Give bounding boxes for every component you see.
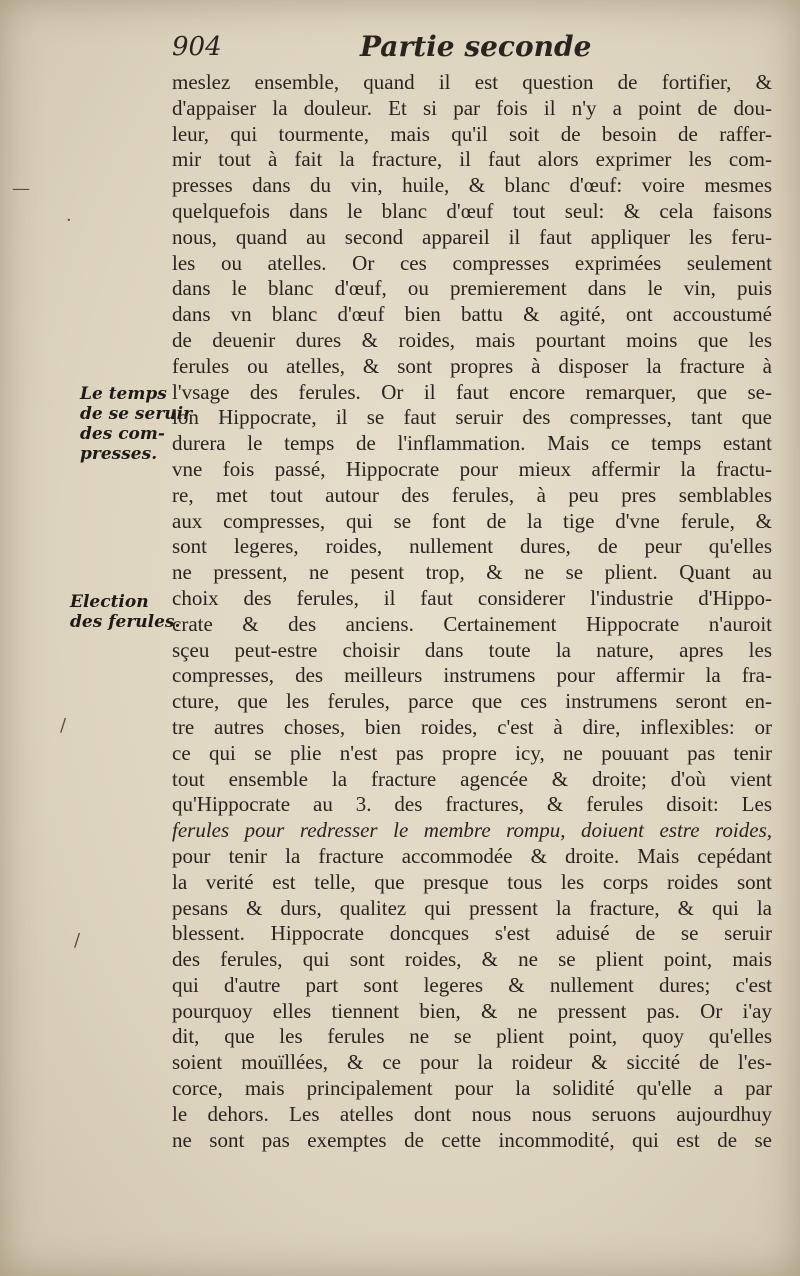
text-line: la verité est telle, que presque tous les corps roides sont [172,869,772,894]
text-line: ne pressent, ne pesent trop, & ne se plient. Quant au [172,560,772,585]
margin-note-election-ferules [70,592,180,632]
margin-note-line: Le temps [80,384,167,404]
margin-note-line: des com- [80,424,165,444]
page-header [170,28,770,72]
text-line: lon Hippocrate, il se faut seruir des compresses, tant que [172,405,772,430]
text-line: presses dans du vin, huile, & blanc d'œuf: voire mesmes [172,173,772,198]
text-line: soient mouïllées, & ce pour la roideur & siccité de l'es- [172,1050,772,1075]
text-line: sont legeres, roides, nullement dures, de peur qu'elles [172,534,772,559]
text-line: crate & des anciens. Certainement Hippocrate n'auroit [172,611,772,636]
text-line: ce qui se plie n'est pas propre icy, ne pouuant pas tenir [172,740,772,765]
margin-dot-mark: · [66,210,72,231]
text-line: blessent. Hippocrate doncques s'est aduisé de se seruir [172,921,772,946]
text-line: choix des ferules, il faut considerer l'industrie d'Hippo- [172,585,772,610]
text-line: ferules ou atelles, & sont propres à disposer la fracture à [172,353,772,378]
text-line: ferules pour redresser le membre rompu, doiuent estre roides, [172,818,772,843]
margin-stroke-mark: / [60,715,67,736]
margin-note-line: de se seruir [80,404,193,424]
text-line: sçeu peut-estre choisir dans toute la nature, apres les [172,637,772,662]
text-line: d'appaiser la douleur. Et si par fois il n'y a point de dou- [172,95,772,120]
text-line: pesans & durs, qualitez qui pressent la fracture, & qui la [172,895,772,920]
margin-note-line: des ferules. [70,612,181,632]
text-line: tre autres choses, bien roides, c'est à dire, inflexibles: or [172,714,772,739]
text-line: nous, quand au second appareil il faut appliquer les feru- [172,224,772,249]
text-line: des ferules, qui sont roides, & ne se plient point, mais [172,947,772,972]
page-number: 904 [172,32,222,62]
text-line: compresses, des meilleurs instrumens pour affermir la fra- [172,663,772,688]
text-line: re, met tout autour des ferules, à peu pres semblables [172,482,772,507]
text-line: leur, qui tourmente, mais qu'il soit de besoin de raffer- [172,121,772,146]
text-line: dit, que les ferules ne se plient point, quoy qu'elles [172,1024,772,1049]
text-line: les ou atelles. Or ces compresses exprimées seulement [172,250,772,275]
text-line: dans le blanc d'œuf, ou premierement dans le vin, puis [172,276,772,301]
text-line: pour tenir la fracture accommodée & droite. Mais cepédant [172,843,772,868]
text-line: de deuenir dures & roides, mais pourtant moins que les [172,327,772,352]
margin-stroke-mark: / [74,930,81,951]
running-title: Partie seconde [360,30,592,63]
text-line: dans vn blanc d'œuf bien battu & agité, ont accoustumé [172,302,772,327]
margin-note-line: presses. [80,444,158,464]
text-line: qui d'autre part sont legeres & nullement dures; c'est [172,972,772,997]
text-line: corce, mais principalement pour la solidité qu'elle a par [172,1076,772,1101]
text-line: pourquoy elles tiennent bien, & ne pressent pas. Or i'ay [172,998,772,1023]
text-line: ne sont pas exemptes de cette incommodité, qui est de se [172,1127,772,1152]
margin-dash-mark: — [12,178,30,199]
text-line: meslez ensemble, quand il est question de fortifier, & [172,70,772,94]
text-line: vne fois passé, Hippocrate pour mieux affermir la fractu- [172,456,772,481]
text-line: mir tout à fait la fracture, il faut alors exprimer les com- [172,147,772,172]
text-line: aux compresses, qui se font de la tige d'vne ferule, & [172,508,772,533]
text-line: cture, que les ferules, parce que ces instrumens seront en- [172,689,772,714]
body-text [172,70,772,1153]
text-line: qu'Hippocrate au 3. des fractures, & ferules disoit: Les [172,792,772,817]
text-line: quelquefois dans le blanc d'œuf tout seul: & cela faisons [172,198,772,223]
text-line: tout ensemble la fracture agencée & droite; d'où vient [172,766,772,791]
text-line: l'vsage des ferules. Or il faut encore remarquer, que se- [172,379,772,404]
text-line: durera le temps de l'inflammation. Mais ce temps estant [172,431,772,456]
margin-note-line: Election [70,592,149,612]
text-line: le dehors. Les atelles dont nous nous seruons aujourdhuy [172,1101,772,1126]
